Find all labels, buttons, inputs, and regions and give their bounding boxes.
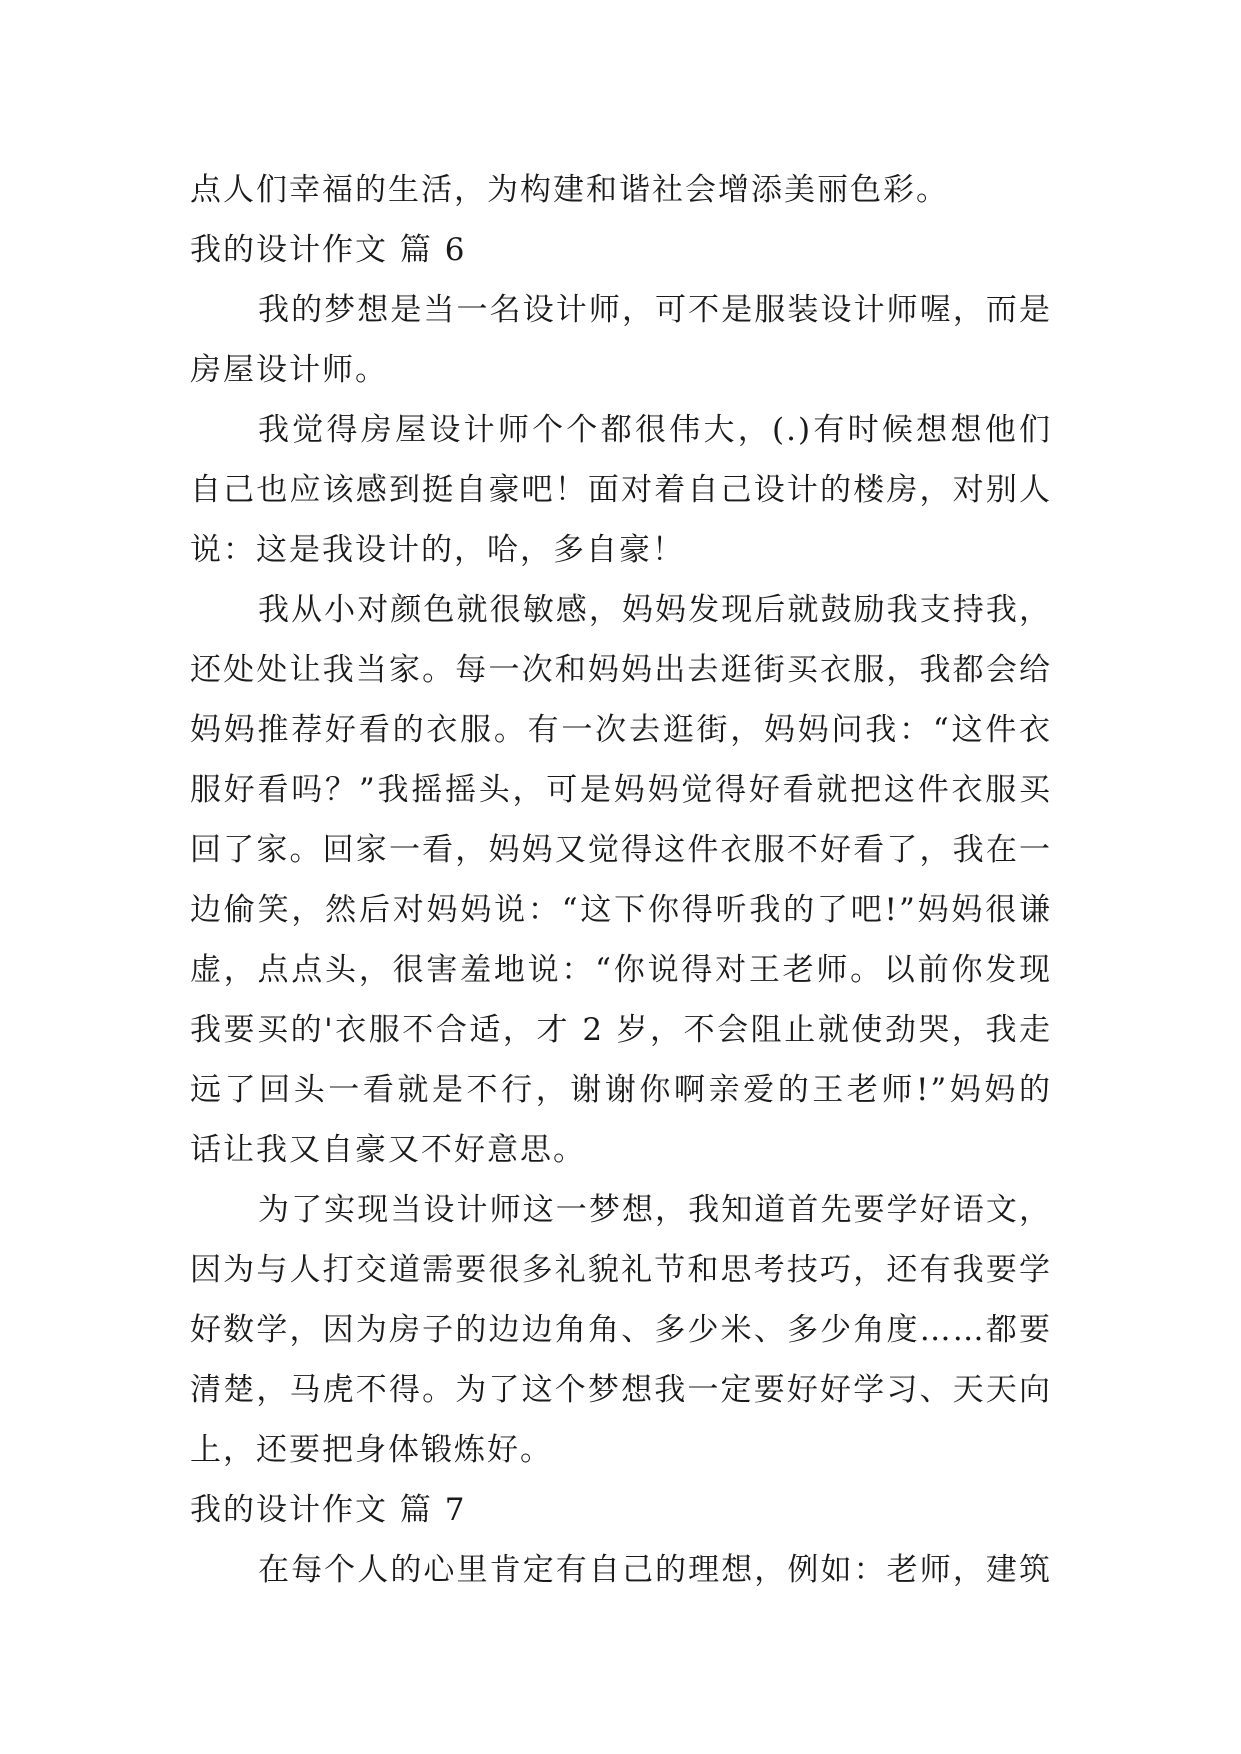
text-line: 服好看吗？”我摇摇头，可是妈妈觉得好看就把这件衣服买 — [190, 772, 1052, 808]
text-line: 回了家。回家一看，妈妈又觉得这件衣服不好看了，我在一 — [190, 832, 1052, 868]
text-line: 点人们幸福的生活，为构建和谐社会增添美丽色彩。 — [190, 172, 949, 208]
text-line: 在每个人的心里肯定有自己的理想，例如：老师，建筑 — [258, 1552, 1052, 1588]
text-line: 好数学，因为房子的边边角角、多少米、多少角度……都要 — [190, 1312, 1052, 1348]
text-line: 清楚，马虎不得。为了这个梦想我一定要好好学习、天天向 — [190, 1372, 1052, 1408]
text-line: 我的梦想是当一名设计师，可不是服装设计师喔，而是 — [258, 292, 1052, 328]
text-line: 房屋设计师。 — [190, 352, 388, 388]
section-heading: 我的设计作文 篇 7 — [190, 1492, 467, 1528]
text-line: 远了回头一看就是不行，谢谢你啊亲爱的王老师!”妈妈的 — [190, 1072, 1052, 1108]
text-line: 因为与人打交道需要很多礼貌礼节和思考技巧，还有我要学 — [190, 1252, 1052, 1288]
text-line: 虚，点点头，很害羞地说：“你说得对王老师。以前你发现 — [190, 952, 1052, 988]
text-line: 还处处让我当家。每一次和妈妈出去逛街买衣服，我都会给 — [190, 652, 1052, 688]
text-line: 我要买的'衣服不合适，才 2 岁，不会阻止就使劲哭，我走 — [190, 1012, 1052, 1048]
section-heading: 我的设计作文 篇 6 — [190, 232, 467, 268]
text-line: 我觉得房屋设计师个个都很伟大，(.)有时候想想他们 — [258, 412, 1052, 448]
document-body — [190, 160, 1052, 1600]
text-line: 边偷笑，然后对妈妈说：“这下你得听我的了吧!”妈妈很谦 — [190, 892, 1052, 928]
text-line: 自己也应该感到挺自豪吧！面对着自己设计的楼房，对别人 — [190, 472, 1052, 508]
text-line: 说：这是我设计的，哈，多自豪！ — [190, 532, 685, 568]
text-line: 上，还要把身体锻炼好。 — [190, 1432, 553, 1468]
text-line: 话让我又自豪又不好意思。 — [190, 1132, 586, 1168]
text-line: 为了实现当设计师这一梦想，我知道首先要学好语文， — [258, 1192, 1052, 1228]
text-line: 妈妈推荐好看的衣服。有一次去逛街，妈妈问我：“这件衣 — [190, 712, 1052, 748]
text-line: 我从小对颜色就很敏感，妈妈发现后就鼓励我支持我， — [258, 592, 1052, 628]
